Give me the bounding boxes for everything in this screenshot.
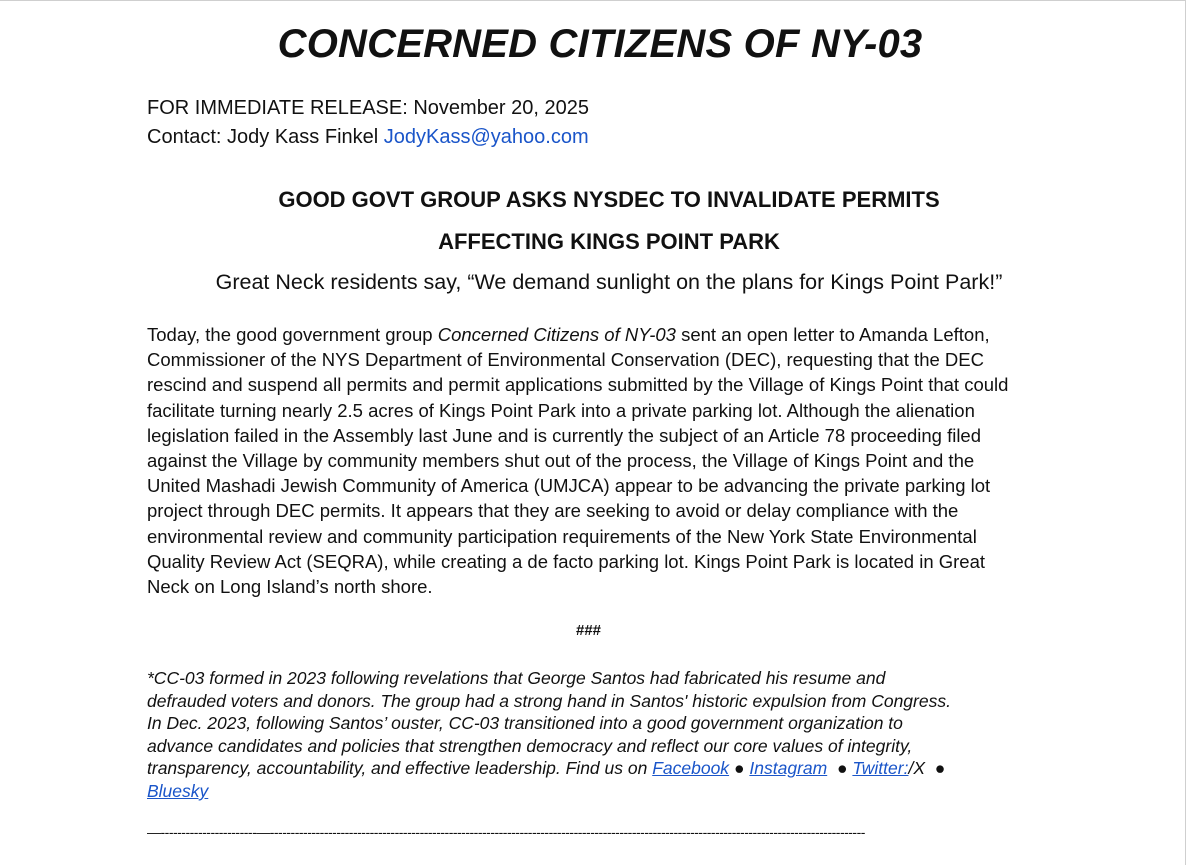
- body-line: Neck on Long Island’s north shore.: [147, 576, 433, 598]
- footnote-line: [147, 757, 1067, 780]
- footnote-line: advance candidates and policies that strengthen democracy and reflect our core values of integrity,: [147, 735, 913, 756]
- end-separator: ###: [576, 622, 602, 639]
- body-line: legislation failed in the Assembly last June and is currently the subject of an Article 78 proceeding filed: [147, 424, 982, 446]
- twitter-suffix: /X: [908, 758, 926, 779]
- page-border-right: [1185, 0, 1186, 865]
- group-name-italic: Concerned Citizens of NY-03: [437, 324, 676, 345]
- body-line: environmental review and community participation requirements of the New York State Environmental: [147, 525, 977, 547]
- bullet-separator: ●: [934, 758, 946, 779]
- release-date-line: FOR IMMEDIATE RELEASE: November 20, 2025: [147, 97, 590, 119]
- footnote-line: [147, 780, 1067, 803]
- footnote-text: transparency, accountability, and effective leadership. Find us on: [147, 758, 653, 779]
- body-line: facilitate turning nearly 2.5 acres of Kings Point Park into a private parking lot. Although the alienation: [147, 399, 975, 421]
- body-line: United Mashadi Jewish Community of America (UMJCA) appear to be advancing the private parking lot: [147, 475, 991, 497]
- headline-line-2: AFFECTING KINGS POINT PARK: [438, 229, 780, 254]
- body-text: Today, the good government group: [147, 324, 438, 345]
- footnote: [147, 667, 1067, 803]
- contact-label: Contact: Jody Kass Finkel: [147, 126, 384, 148]
- body-line: against the Village by community members shut out of the process, the Village of Kings Point and the: [147, 450, 975, 472]
- facebook-link[interactable]: Facebook: [652, 758, 730, 779]
- page-border-top: [0, 0, 1186, 1]
- bullet-separator: ●: [836, 758, 848, 779]
- bluesky-link[interactable]: Bluesky: [147, 780, 209, 801]
- footnote-line: defrauded voters and donors. The group had a strong hand in Santos' historic expulsion from Congress.: [147, 690, 951, 711]
- instagram-link[interactable]: Instagram: [749, 758, 828, 779]
- body-line: project through DEC permits. It appears that they are seeking to avoid or delay compliance with the: [147, 500, 959, 522]
- contact-email-link[interactable]: JodyKass@yahoo.com: [383, 126, 589, 148]
- headline-line-1: GOOD GOVT GROUP ASKS NYSDEC TO INVALIDATE PERMITS: [278, 187, 940, 212]
- contact-line: [147, 126, 589, 149]
- footnote-line: In Dec. 2023, following Santos’ ouster, CC-03 transitioned into a good government organization to: [147, 713, 903, 734]
- body-paragraph: [147, 322, 1047, 599]
- bottom-dash-rule: —-----------------------—-----------------------------------------------------------------------------------------------------------------------------------------------: [147, 824, 865, 840]
- org-title: CONCERNED CITIZENS OF NY-03: [277, 22, 923, 66]
- bullet-separator: ●: [733, 758, 745, 779]
- body-line: Quality Review Act (SEQRA), while creating a de facto parking lot. Kings Point Park is located in Great: [147, 550, 986, 572]
- footnote-line: *CC-03 formed in 2023 following revelations that George Santos had fabricated his resume and: [147, 668, 886, 688]
- subheadline: Great Neck residents say, “We demand sunlight on the plans for Kings Point Park!”: [215, 270, 1003, 294]
- body-line: rescind and suspend all permits and permit applications submitted by the Village of Kings Point that could: [147, 374, 1009, 396]
- body-text: sent an open letter to Amanda Lefton,: [675, 324, 990, 345]
- twitter-link[interactable]: Twitter:: [852, 758, 909, 779]
- body-line: Commissioner of the NYS Department of Environmental Conservation (DEC), requesting that the DEC: [147, 349, 984, 371]
- body-line: [147, 322, 1047, 347]
